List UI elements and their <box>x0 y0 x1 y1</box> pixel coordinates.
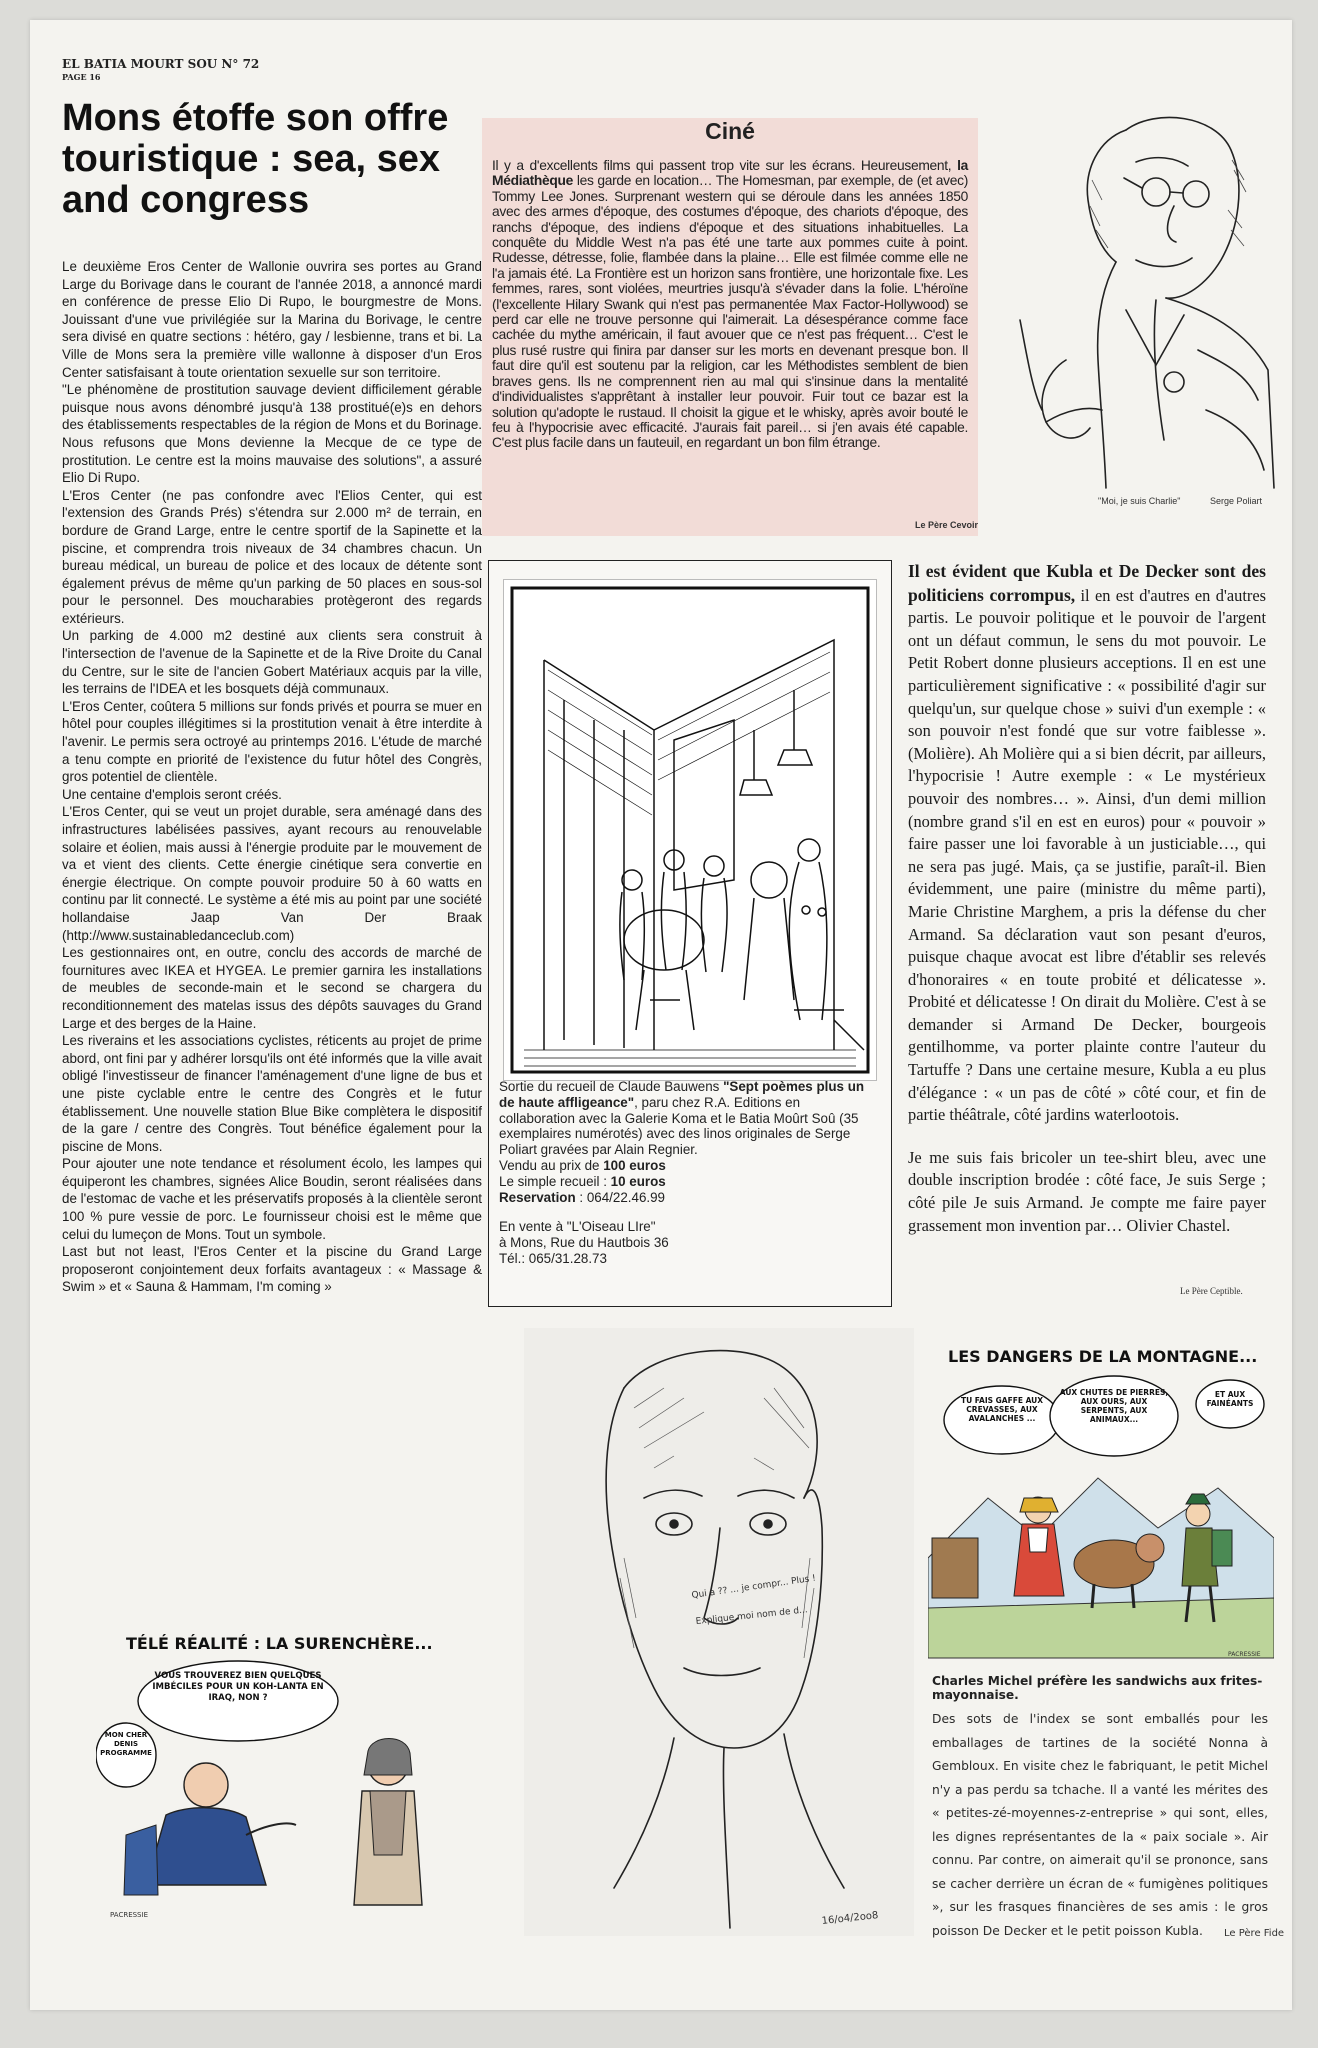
article-paragraph: Les gestionnaires ont, en outre, conclu des accords de marché de fournitures avec IKEA et HYGEA. Le premier garnira les installations de meubles de seconde-main et le second se chargera du reconditionnement des matelas issus des dépôts sauvages du Grand Large et des berges de la Haine. <box>62 945 482 1031</box>
tele-artist: PACRESSIE <box>110 1911 148 1919</box>
dangers-bubble-2-text: AUX CHUTES DE PIERRES, AUX OURS, AUX SERPENTS, AUX ANIMAUX... <box>1059 1388 1169 1424</box>
sale-location: En vente à "L'Oiseau LIre" <box>499 1219 656 1235</box>
charlie-cartoon <box>1006 110 1276 510</box>
reservation-line <box>499 1190 879 1206</box>
price-full <box>499 1158 879 1174</box>
cine-text <box>492 158 968 451</box>
tele-bubble-2 <box>100 1731 152 1781</box>
running-header <box>62 58 259 84</box>
article-paragraph: Un parking de 4.000 m2 destiné aux clients sera construit à l'intersection de l'avenue de la Sapinette et de la Rive Droite du Canal du Centre, sur le site de l'ancien Gobert Matériaux acquis par la ville, les terrains de l'IDEA et les bosquets déjà communaux. <box>62 628 482 697</box>
dangers-artist: PACRESSIE <box>1228 1651 1261 1658</box>
cine-text-start: Il y a d'excellents films qui passent trop vite sur les écrans. Heureusement, <box>492 158 958 173</box>
tele-bubble-2-text: MON CHER DENIS PROGRAMME <box>100 1731 152 1757</box>
dangers-cartoon-drawing <box>928 1338 1274 1666</box>
article-paragraph: Le deuxième Eros Center de Wallonie ouvrira ses portes au Grand Large du Borivage dans le courant de l'année 2018, a annoncé mardi en conférence de presse Elio Di Rupo, le bourgmestre de Mons. Jouissant d'une vue privilégiée sur la Marina du Borivage, le centre sera divisé en quatre sections : hétéro, gay / lesbienne, trans et bi. La Ville de Mons sera la première ville wallonne à disposer d'un Eros Center satisfaisant à toute orientation sexuelle sur son territoire. <box>62 259 482 380</box>
cine-mediatheque: la Médiathèque <box>492 158 968 189</box>
cine-box <box>482 118 978 536</box>
article-paragraph: Une centaine d'emplois seront créés. <box>62 786 282 802</box>
price-simple-value: 10 euros <box>610 1173 666 1189</box>
dangers-title: LES DANGERS DE LA MONTAGNE... <box>948 1347 1258 1366</box>
essay-paragraph <box>908 560 1266 1127</box>
reservation-number: : 064/22.46.99 <box>575 1189 666 1205</box>
book-description-rest: , paru chez R.A. Editions en collaboration avec la Galerie Koma et le Batia Moûrt Soû (35 exemplaires numérotés) avec des linos originales de Serge Poliart gravées par Alain Regnier. <box>499 1094 859 1158</box>
article-paragraph: L'Eros Center, qui se veut un projet durable, sera aménagé dans des infrastructures labélisées passives, ayant recours au renouvelable solaire et éolien, mais aussi à l'énergie produite par le mouvement de va et vient des clients. Cette énergie cinétique sera convertie en énergie électrique. On compte pouvoir produire 50 à 60 watts en continu par lit connecté. Le système a été mis au point par une société hollandaise Jaap Van Der Braak (http://www.sustainabledanceclub.com) <box>62 804 482 943</box>
book-description-start: Sortie du recueil de Claude Bauwens <box>499 1079 724 1094</box>
tele-cartoon-drawing <box>96 1625 456 1925</box>
page-number: PAGE 16 <box>62 72 101 82</box>
article-paragraph: L'Eros Center (ne pas confondre avec l'Elios Center, qui est l'extension des Grands Prés) s'étendra sur 2.000 m² de terrain, en bordure de Grand Large, entre le centre sportif de la Sapinette et la piscine, et comprendra trois niveaux de 34 chambres chacun. Un bureau médical, un bureau de police et des locaux de détente sont également prévus de même qu'un parking de 50 places en sous-sol pour le personnel. Des moucharabies protègeront des regards extérieurs. <box>62 487 482 626</box>
essay-paragraph-rest: il en est d'autres en d'autres partis. Le pouvoir politique et le pouvoir de l'argent ont un défaut commun, le sens du mot pouvoir. Le Petit Robert donne plusieurs acceptions. Il en est une particulièrement significative : « possibilité d'agir sur quelqu'un, sur quelque chose » suivi d'un exemple : « son pouvoir n'est fondé que sur votre faiblesse ». (Molière). Ah Molière qui a si bien décrit, par ailleurs, l'hypocrisie ! Autre exemple : « Le mystérieux pouvoir des nombres… ». Ainsi, d'un demi million (nombre grand s'il en est en euros) pour « pouvoir » faire passer une loi favorable à un justiciable…, qui ne sera pas jugé. Mais, ça se justifie, paraît-il. Bien évidemment, une paire (ministre du même parti), Marie Christine Marghem, a pris la défense du cher Armand. Sa déclaration vaut son pesant d'euros, puisque chaque avocat est libre d'établir ses relevés d'honoraires « en toute probité et délicatesse ». Probité et délicatesse ! On dirait du Molière. C'est à se demander si Armand De Decker, bourgeois gentilhomme, va porter plainte contre l'auteur du Tartuffe ? Dans une certaine mesure, Kubla a eu plus d'élégance : « un pas de côté » côté cour, et fin de partie théâtrale, côté jardins waterlootois. <box>908 585 1266 1125</box>
article-paragraph: Les riverains et les associations cyclistes, réticents au projet de prime abord, ont fini par y adhérer lorsqu'ils ont été informés que la ville avait obligé l'investisseur de financer l'aménagement d'une ligne de bus et une piste cyclable entre le centre des Congrès et le futur établissement. Une nouvelle station Blue Bike complètera le dispositif de la gare / centre des Congrès. Tout bénéfice également pour la piscine de Mons. <box>62 1033 482 1154</box>
essay-paragraph-2: Je me suis fais bricoler un tee-shirt bleu, avec une double inscription brodée : côté face, Je suis Serge ; côté pile Je suis Armand. Je compte me faire payer grassement mon invention par… Olivier Chastel. <box>908 1147 1266 1235</box>
charlie-artist: Serge Poliart <box>1210 496 1263 506</box>
linocut-print <box>503 579 877 1081</box>
tele-realite-cartoon <box>96 1625 456 1925</box>
linocut-studio-drawing <box>504 580 876 1080</box>
scribble-2: Explique moi nom de d... <box>695 1605 809 1627</box>
linocut-ad-text <box>499 1079 879 1267</box>
tele-bubble-1 <box>152 1671 324 1733</box>
cine-title: Ciné <box>705 118 755 144</box>
newspaper-page <box>30 20 1292 2010</box>
dangers-bubble-2 <box>1058 1388 1170 1448</box>
essay-column <box>908 560 1266 1237</box>
main-article-title: Mons étoffe son offre touristique : sea, sex and congress <box>62 97 449 221</box>
article-paragraph: L'Eros Center, coûtera 5 millions sur fonds privés et pourra se muer en hôtel pour couples illégitimes si la prostitution venait à être interdite à l'avenir. Le permis sera octroyé au printemps 2016. L'étude de marché a tenu compte en priorité de l'existence du futur hôtel des Congrès, gros potentiel de clientèle. <box>62 698 482 785</box>
dangers-bubble-1-text: TU FAIS GAFFE AUX CREVASSES, AUX AVALANCHES ... <box>960 1396 1044 1423</box>
reservation-label: Reservation <box>499 1189 576 1205</box>
price-simple <box>499 1174 879 1190</box>
tele-bubble-1-text: VOUS TROUVEREZ BIEN QUELQUES IMBÉCILES POUR UN KOH-LANTA EN IRAQ, NON ? <box>152 1671 324 1703</box>
main-article-body <box>62 258 482 1296</box>
linocut-ad-box <box>488 560 892 1307</box>
charlie-caption: "Moi, je suis Charlie" <box>1098 496 1181 506</box>
essay-signature: Le Père Ceptible. <box>1180 1286 1243 1296</box>
article-paragraph: Pour ajouter une note tendance et résolument écolo, les lampes qui équiperont les chambres, signées Alice Boudin, seront réalisées dans de l'estomac de vache et les préservatifs proposés à la clientèle seront 100 % pure vessie de porc. Le fournisseur choisi est le même que celui du lumeçon de Mons. Tout un symbole. <box>62 1156 482 1242</box>
michel-text: Des sots de l'index se sont emballés pour les emballages de tartines de la société Nonna à Gembloux. En visite chez le fabriquant, le petit Michel n'y a pas perdu sa tchache. Il a vanté les mérites des « petites-zé-moyennes-z-entreprise » qui sont, elles, les dignes représentantes de la « paix sociale ». Air connu. Par contre, on aimerait qu'il se prononce, sans se cacher derrière un écran de « fumigènes politiques », sur les frasques financières de ses amis : le gros poisson De Decker et le petit poisson Kubla. <box>932 1712 1268 1938</box>
book-title: "Sept poèmes plus un de haute affligeance" <box>499 1079 865 1110</box>
dangers-bubble-3 <box>1200 1390 1260 1422</box>
price-simple-label: Le simple recueil : <box>499 1173 611 1189</box>
scribble-1: Qui a ?? ... je compr... Plus ! <box>691 1573 817 1601</box>
cine-signature: Le Père Cevoir <box>914 520 978 530</box>
tele-title: TÉLÉ RÉALITÉ : LA SURENCHÈRE... <box>126 1634 433 1653</box>
price-full-value: 100 euros <box>603 1157 666 1173</box>
sale-phone: Tél.: 065/31.28.73 <box>499 1250 607 1266</box>
article-paragraph: Last but not least, l'Eros Center et la piscine du Grand Large proposeront conjointement deux forfaits avantageux : « Massage & Swim » et « Sauna & Hammam, I'm coming » <box>62 1244 482 1295</box>
essay-lead: Il est évident que Kubla et De Decker sont des politiciens corrompus, <box>908 561 1266 605</box>
michel-signature: Le Père Fide <box>1224 1928 1285 1939</box>
michel-title: Charles Michel préfère les sandwichs aux frites-mayonnaise. <box>932 1674 1263 1702</box>
book-description <box>499 1079 879 1158</box>
dangers-cartoon <box>928 1338 1274 1666</box>
charlie-caricature-drawing <box>1006 110 1276 490</box>
article-paragraph: "Le phénomène de prostitution sauvage devient difficilement gérable puisque nous avons dénombré jusqu'à 138 prostitué(e)s en dehors des établissements respectables de la région de Mons et du Borinage. Nous refusons que Mons devienne la Mecque de ce type de prostitution. Le centre est la moins mauvaise des solutions", a assuré Elio Di Rupo. <box>62 382 482 486</box>
dangers-bubble-1 <box>952 1396 1052 1448</box>
price-full-label: Vendu au prix de <box>499 1157 604 1173</box>
portrait-signature: 16/o4/2oo8 <box>821 1910 879 1927</box>
portrait-sketch <box>524 1328 914 1936</box>
sale-address: à Mons, Rue du Hautbois 36 <box>499 1235 669 1251</box>
portrait-drawing <box>524 1328 914 1936</box>
cine-text-rest: les garde en location… The Homesman, par exemple, de (et avec) Tommy Lee Jones. Surprenant western qui se déroule dans les années 1850 avec des armes d'époque, des costumes d'époque, des chariots d'époque, des ranchs d'époque, des indiens d'époque et des situations inhabituelles. La conquête du Middle West n'a pas été une tarte aux pommes cuite à point. Rudesse, détresse, folie, flambée dans la plaine… Elle est filmée comme elle ne l'a jamais été. La Frontière est un horizon sans frontière, une horizontale fixe. Les femmes, rares, sont violées, meurtries jusqu'à s'évader dans la folie. L'héroïne (l'excellente Hilary Swank qui n'est pas permanentée Max Factor-Hollywood) se perd car elle ne trouve personne qui l'aimerait. La désespérance comme face cachée du mythe américain, il faut avouer que ce n'est pas fréquent… C'est le plus rusé rustre qui finira par danser sur les morts en devenant presque bon. Il faut dire qu'il est soutenu par la religion, car les Méthodistes semblent de bien braves gens. Ils ne comprennent rien au mal qui s'insinue dans la mentalité d'individualistes s'apprêtant à installer leur pouvoir. Fuir tout ce bazar est la solution qu'adopte le rustaud. Il choisit la gigue et le whisky, après avoir bouté le feu à l'hypocrisie avec efficacité. J'aurais fait pareil… si j'en avais été capable. C'est plus facile dans un fauteuil, en regardant un bon film étrange. <box>492 173 968 451</box>
publication-name: EL BATIA MOURT SOU N° 72 <box>62 57 260 71</box>
dangers-bubble-3-text: ET AUX FAINÉANTS <box>1206 1390 1254 1408</box>
